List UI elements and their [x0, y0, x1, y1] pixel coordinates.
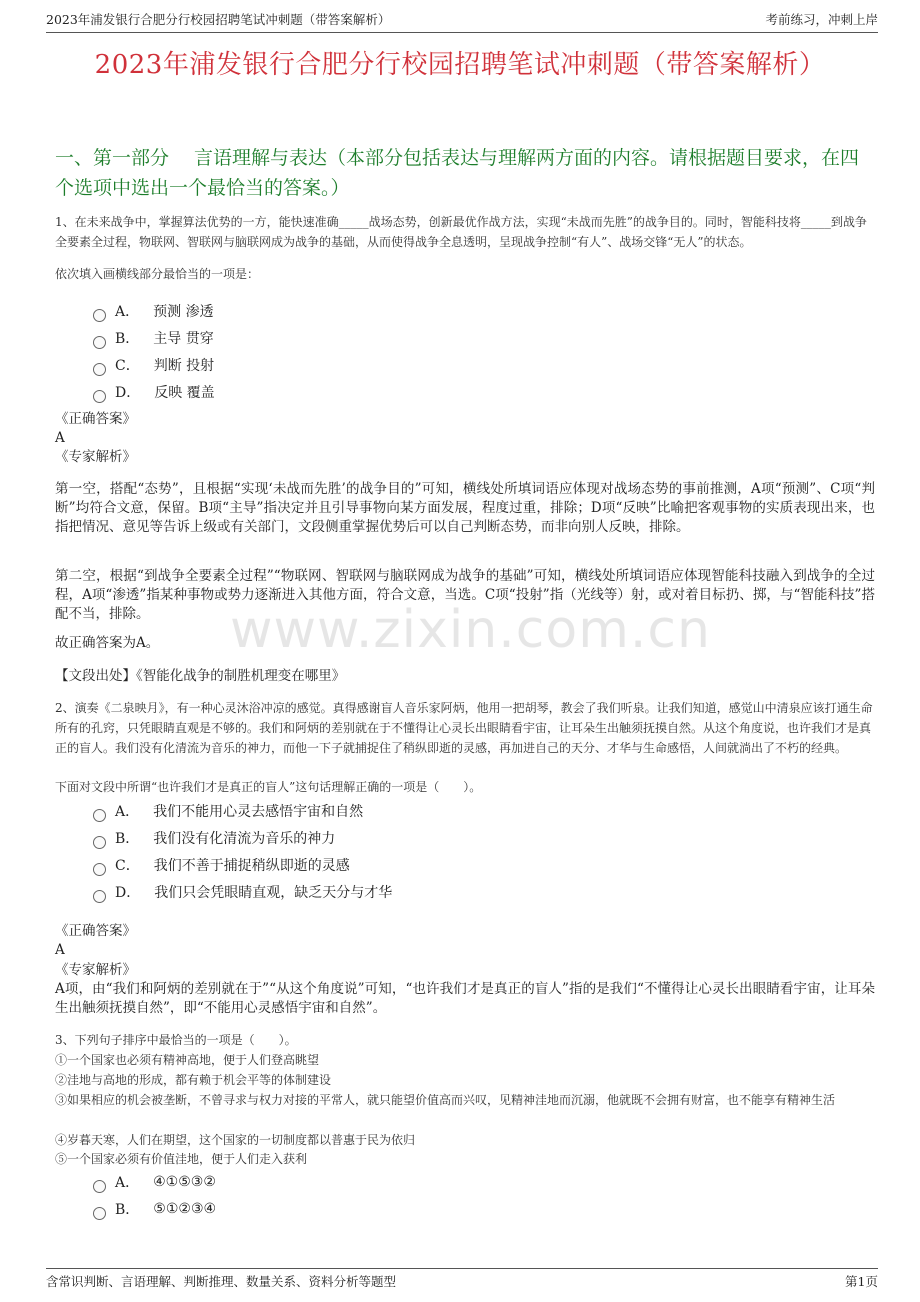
q1-analysis-p1: 第一空，搭配“态势”，且根据“实现‘未战而先胜’的战争目的”可知，横线处所填词语应体现对战场态势的事前推测，A项“预测”、C项“判断”均符合文意，保留。B项“主导”指决定并且引导事物向某方面发展，程度过重，排除；D项“反映”比喻把客观事物的实质表现出来，也指把情况、意见等告诉上级或有关部门，文段侧重掌握优势后可以自己判断态势，而非向别人反映，排除。 — [55, 481, 875, 535]
radio-icon[interactable] — [93, 1207, 106, 1220]
option-text: 我们只会凭眼睛直观，缺乏天分与才华 — [154, 885, 393, 901]
q3-option-b[interactable] — [93, 1199, 216, 1219]
radio-icon[interactable] — [93, 363, 106, 376]
option-letter: B． — [115, 331, 140, 347]
header-doc-title: 2023年浦发银行合肥分行校园招聘笔试冲刺题（带答案解析） — [46, 12, 391, 27]
q3-item-5: ⑤一个国家必须有价值洼地，便于人们走入获利 — [55, 1152, 308, 1166]
option-text: ④①⑤③② — [153, 1174, 216, 1190]
q3-option-a[interactable] — [93, 1172, 216, 1192]
q2-answer-label: 《正确答案》 — [55, 923, 136, 939]
q1-answer: A — [55, 430, 65, 446]
q1-source: 【文段出处】《智能化战争的制胜机理变在哪里》 — [55, 668, 346, 684]
option-letter: B． — [115, 831, 140, 847]
option-letter: C． — [115, 358, 140, 374]
option-text: 我们不能用心灵去感悟宇宙和自然 — [153, 804, 364, 820]
radio-icon[interactable] — [93, 809, 106, 822]
option-letter: C． — [115, 858, 140, 874]
q1-analysis-label: 《专家解析》 — [55, 449, 136, 465]
option-text: ⑤①②③④ — [153, 1201, 217, 1217]
option-letter: A． — [115, 304, 140, 320]
radio-icon[interactable] — [93, 390, 106, 403]
question-1-prompt: 依次填入画横线部分最恰当的一项是： — [55, 267, 260, 281]
watermark: www.zixin.com.cn — [230, 600, 711, 660]
option-letter: A． — [115, 804, 140, 820]
page-number: 第1页 — [845, 1274, 878, 1289]
q2-analysis: A项，由“我们和阿炳的差别就在于”“从这个角度说”可知，“也许我们才是真正的盲人”指的是我们“不懂得让心灵长出眼睛看宇宙，让耳朵生出触须抚摸自然”，即“不能用心灵感悟宇宙和自然”。 — [55, 981, 875, 1016]
q1-analysis-p2: 第二空，根据“到战争全要素全过程”“物联网、智联网与脑联网成为战争的基础”可知，横线处所填词语应体现智能科技融入到战争的全过程，A项“渗透”指某种事物或势力逐渐进入其他方面，符合文意，当选。C项“投射”指（光线等）射，或对着目标扔、掷，与“智能科技”搭配不当，排除。 — [55, 568, 875, 622]
q3-item-4: ④岁暮天寒，人们在期望，这个国家的一切制度都以普惠于民为依归 — [55, 1133, 416, 1147]
question-2-prompt: 下面对文段中所谓“也许我们才是真正的盲人”这句话理解正确的一项是（ ）。 — [55, 780, 482, 794]
q3-item-2: ②洼地与高地的形成，都有赖于机会平等的体制建设 — [55, 1073, 332, 1087]
footer-topics: 含常识判断、言语理解、判断推理、数量关系、资料分析等题型 — [46, 1274, 397, 1289]
option-letter: B． — [115, 1202, 140, 1218]
radio-icon[interactable] — [93, 863, 106, 876]
option-text: 主导 贯穿 — [153, 331, 214, 347]
q2-option-c[interactable] — [93, 855, 350, 875]
q1-option-b[interactable] — [93, 328, 214, 348]
radio-icon[interactable] — [93, 836, 106, 849]
q2-answer: A — [55, 942, 65, 958]
option-text: 我们没有化清流为音乐的神力 — [153, 831, 336, 847]
option-letter: A． — [115, 1175, 140, 1191]
question-2-stem: 2、演奏《二泉映月》，有一种心灵沐浴冲凉的感觉。真得感谢盲人音乐家阿炳，他用一把胡琴，教会了我们听泉。让我们知道，感觉山中清泉应该打通生命所有的孔窍，只凭眼睛直观是不够的。我们和阿炳的差别就在于不懂得让心灵长出眼睛看宇宙，让耳朵生出触须抚摸自然。从这个角度说，也许我们才是真正的盲人。我们没有化清流为音乐的神力，而他一下子就捕捉住了稍纵即逝的灵感，再加进自己的天分、才华与生命感悟，人间就淌出了不朽的经典。 — [55, 701, 873, 755]
q1-option-d[interactable] — [93, 382, 215, 402]
radio-icon[interactable] — [93, 1180, 106, 1193]
q2-option-a[interactable] — [93, 801, 363, 821]
page-footer — [46, 1268, 878, 1290]
q1-answer-label: 《正确答案》 — [55, 411, 136, 427]
radio-icon[interactable] — [93, 309, 106, 322]
radio-icon[interactable] — [93, 890, 106, 903]
section-heading: 一、第一部分 言语理解与表达（本部分包括表达与理解两方面的内容。请根据题目要求，在四个选项中选出一个最恰当的答案。） — [55, 147, 860, 199]
page-header — [46, 10, 878, 33]
q2-option-d[interactable] — [93, 882, 392, 902]
q2-option-b[interactable] — [93, 828, 335, 848]
header-slogan: 考前练习，冲刺上岸 — [765, 12, 878, 27]
question-3-stem: 3、下列句子排序中最恰当的一项是（ ）。 — [55, 1033, 297, 1047]
option-text: 判断 投射 — [153, 358, 215, 374]
q3-item-3: ③如果相应的机会被垄断，不曾寻求与权力对接的平常人，就只能望价值高而兴叹，见精神洼地而沉溺，他就既不会拥有财富，也不能享有精神生活 — [55, 1093, 836, 1107]
radio-icon[interactable] — [93, 336, 106, 349]
q1-conclusion: 故正确答案为A。 — [55, 635, 160, 651]
document-title: 2023年浦发银行合肥分行校园招聘笔试冲刺题（带答案解析） — [94, 50, 826, 80]
question-1-stem: 1、在未来战争中，掌握算法优势的一方，能快速准确_____战场态势，创新最优作战方法，实现“未战而先胜”的战争目的。同时，智能科技将_____到战争全要素全过程，物联网、智联网与脑联网成为战争的基础，从而使得战争全息透明，呈现战争控制“有人”、战场交锋“无人”的状态。 — [55, 215, 867, 249]
q2-analysis-label: 《专家解析》 — [55, 962, 136, 978]
option-text: 反映 覆盖 — [154, 385, 215, 401]
option-letter: D． — [115, 385, 141, 401]
option-text: 我们不善于捕捉稍纵即逝的灵感 — [153, 858, 350, 874]
q3-item-1: ①一个国家也必须有精神高地，便于人们登高眺望 — [55, 1053, 320, 1067]
q1-option-c[interactable] — [93, 355, 214, 375]
q1-option-a[interactable] — [93, 301, 214, 321]
option-text: 预测 渗透 — [153, 304, 214, 320]
option-letter: D． — [115, 885, 141, 901]
